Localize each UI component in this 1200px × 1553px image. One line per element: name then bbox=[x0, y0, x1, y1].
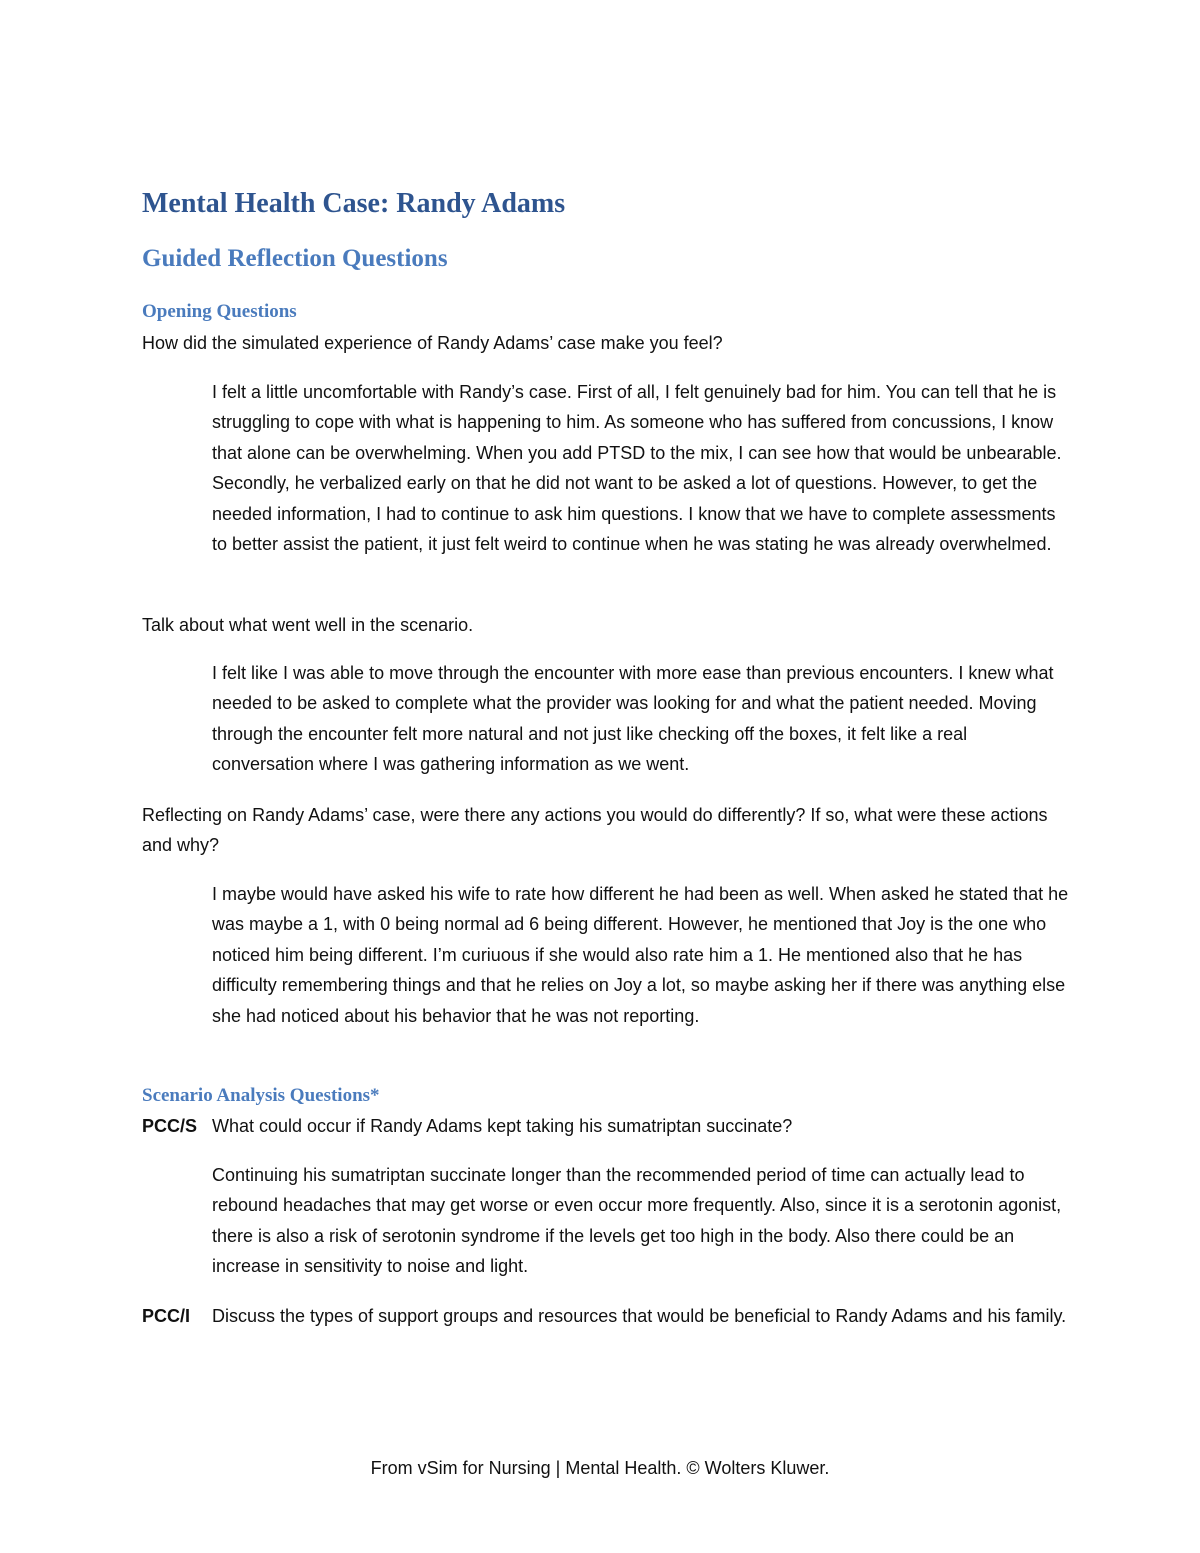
section-title: Guided Reflection Questions bbox=[142, 245, 448, 272]
scenario-question-2: Discuss the types of support groups and resources that would be beneficial to Randy Adams and his family. bbox=[212, 1306, 1067, 1326]
opening-answer-1: I felt a little uncomfortable with Randy’s case. First of all, I felt genuinely bad for him. You can tell that he is struggling to cope with what is happening to him. As someone who has suffered from concussions, I know that alone can be overwhelming. When you add PTSD to the mix, I can see how that would be unbearable. Secondly, he verbalized early on that he did not want to be asked a lot of questions. However, to get the needed information, I had to continue to ask him questions. I know that we have to complete assessments to better assist the patient, it just felt weird to continue when he was stating he was already overwhelmed. bbox=[212, 382, 1062, 555]
opening-question-3: Reflecting on Randy Adams’ case, were there any actions you would do differently? If so, what were these actions and why? bbox=[142, 805, 1048, 855]
opening-question-1: How did the simulated experience of Randy Adams’ case make you feel? bbox=[142, 333, 723, 353]
opening-answer-2: I felt like I was able to move through the encounter with more ease than previous encounters. I knew what needed to be asked to complete what the provider was looking for and what the patient needed. Moving through the encounter felt more natural and not just like checking off the boxes, it felt like a real conversation where I was gathering information as we went. bbox=[212, 663, 1054, 775]
scenario-question-2-code: PCC/I bbox=[142, 1306, 191, 1326]
document-title: Mental Health Case: Randy Adams bbox=[142, 188, 566, 219]
opening-questions-heading: Opening Questions bbox=[142, 301, 297, 322]
opening-answer-3: I maybe would have asked his wife to rate how different he had been as well. When asked he stated that he was maybe a 1, with 0 being normal ad 6 being different. However, he mentioned that Joy is the one who noticed him being different. I’m curiuous if she would also rate him a 1. He mentioned also that he has difficulty remembering things and that he relies on Joy a lot, so maybe asking her if there was anything else she had noticed about his behavior that he was not reporting. bbox=[212, 884, 1069, 1026]
page-footer: From vSim for Nursing | Mental Health. © Wolters Kluwer. bbox=[370, 1458, 830, 1478]
scenario-analysis-heading: Scenario Analysis Questions* bbox=[142, 1085, 380, 1106]
scenario-answer-1: Continuing his sumatriptan succinate longer than the recommended period of time can actually lead to rebound headaches that may get worse or even occur more frequently. Also, since it is a serotonin agonist, there is also a risk of serotonin syndrome if the levels get too high in the body. Also there could be an increase in sensitivity to noise and light. bbox=[212, 1165, 1062, 1277]
opening-question-2: Talk about what went well in the scenario. bbox=[142, 615, 474, 635]
scenario-question-1-code: PCC/S bbox=[142, 1116, 198, 1136]
scenario-question-1: What could occur if Randy Adams kept taking his sumatriptan succinate? bbox=[212, 1116, 793, 1136]
